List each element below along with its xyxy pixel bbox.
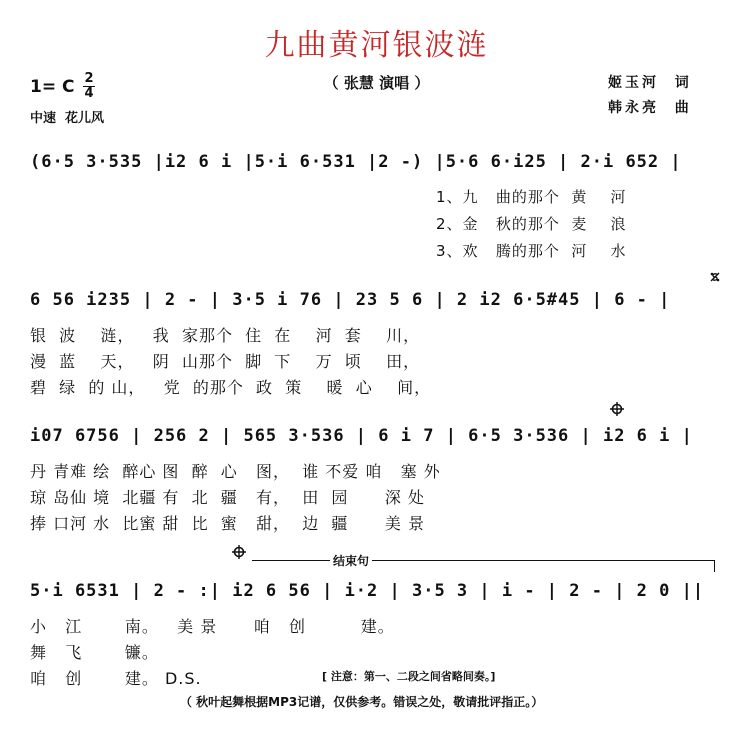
key-signature: 1= C bbox=[30, 77, 75, 97]
verse1-line-4: 小 江 南。 美 景 咱 创 建。 bbox=[30, 617, 395, 636]
verse2-line-3: 琼 岛仙 境 北疆 有 北 疆 有， 田 园 深 处 bbox=[30, 488, 425, 507]
tempo-marking: 中速 花儿风 bbox=[30, 111, 105, 126]
verse2-line-1: 2、金 秋的那个 麦 浪 bbox=[436, 215, 627, 233]
verse3-line-4: 咱 创 建。 D.S. bbox=[30, 669, 202, 688]
transcriber-credit: （ 秋叶起舞根据MP3记谱，仅供参考。错误之处，敬请批评指正。） bbox=[180, 695, 544, 709]
singer-credit: （ 张慧 演唱 ） bbox=[323, 74, 430, 92]
time-signature-bottom: 4 bbox=[84, 86, 94, 101]
verse1-line-3: 丹 青难 绘 醉心 图 醉 心 图， 谁 不爱 咱 塞 外 bbox=[30, 462, 441, 481]
coda-icon-ending bbox=[232, 545, 246, 559]
ending-bracket-label: 结束句 bbox=[330, 552, 372, 569]
time-signature-top: 2 bbox=[84, 71, 94, 86]
coda-icon bbox=[610, 402, 624, 416]
notation-line-4: 5·i 6531 | 2 - :| i2 6 56 | i·2 | 3·5 3 | i - | 2 - | 2 0 || bbox=[30, 581, 705, 601]
notation-line-3: i07 6756 | 256 2 | 565 3·536 | 6 i 7 | 6·5 3·536 | i2 6 i | bbox=[30, 426, 693, 446]
ending-bracket-end bbox=[714, 560, 715, 572]
notation-line-1: (6·5 3·535 |i2 6 i |5·i 6·531 |2 -) |5·6 6·i25 | 2·i 652 | bbox=[30, 152, 682, 172]
lyricist-credit: 姬玉河 词 bbox=[608, 75, 692, 91]
ending-bracket-line bbox=[252, 560, 714, 561]
composer-credit: 韩永亮 曲 bbox=[608, 100, 692, 116]
performance-note: [ 注意：第一、二段之间省略间奏。] bbox=[322, 670, 496, 683]
segno-icon bbox=[708, 270, 722, 284]
verse1-line-1: 1、九 曲的那个 黄 河 bbox=[436, 188, 627, 206]
verse1-line-2: 银 波 涟， 我 家那个 住 在 河 套 川， bbox=[30, 326, 421, 345]
verse2-line-4: 舞 飞 镰。 bbox=[30, 643, 159, 662]
verse3-line-1: 3、欢 腾的那个 河 水 bbox=[436, 242, 627, 260]
verse3-line-2: 碧 绿 的 山， 党 的那个 政 策 暖 心 间， bbox=[30, 378, 432, 397]
time-signature bbox=[82, 72, 96, 101]
song-title: 九曲黄河银波涟 bbox=[264, 28, 489, 63]
notation-line-2: 6 56 i235 | 2 - | 3·5 i 76 | 23 5 6 | 2 i2 6·5#45 | 6 - | bbox=[30, 290, 671, 310]
verse2-line-2: 漫 蓝 天， 阴 山那个 脚 下 万 顷 田， bbox=[30, 352, 421, 371]
verse3-line-3: 捧 口河 水 比蜜 甜 比 蜜 甜， 边 疆 美 景 bbox=[30, 514, 425, 533]
